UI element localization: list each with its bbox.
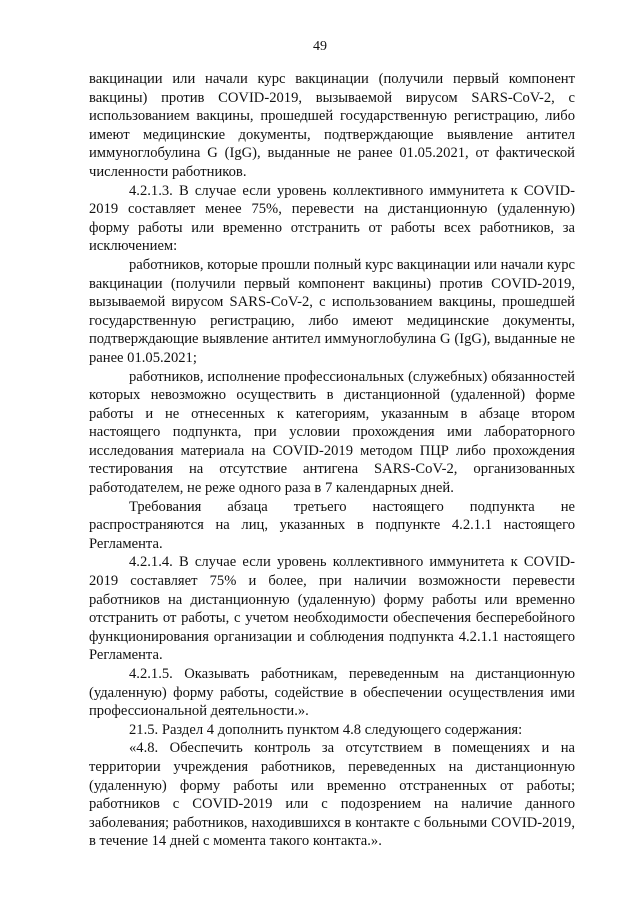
paragraph-requirements-note: Требования абзаца третьего настоящего подпункта не распространяются на лиц, указанных в подпункте 4.2.1.1 настоящего Регламента. [89, 498, 575, 552]
document-body [89, 70, 575, 851]
page-number: 49 [313, 39, 327, 54]
paragraph-exception-onsite-workers: работников, исполнение профессиональных (служебных) обязанностей которых невозможно осуществить в дистанционной (удаленной) форме работы и не отнесенных к категориям, указанным в абзаце втором настоящего подпункта, при условии прохождения ими лабораторного исследования материала на COVID-2019 методом ПЦР либо прохождения тестирования на отсутствие антигена SARS-CoV-2, организованных работодателем, не реже одного раза в 7 календарных дней. [89, 368, 575, 497]
paragraph-21-5: 21.5. Раздел 4 дополнить пунктом 4.8 следующего содержания: [129, 721, 523, 738]
paragraph-4-2-1-4: 4.2.1.4. В случае если уровень коллективного иммунитета к COVID-2019 составляет 75% и более, при наличии возможности перевести работников на дистанционную (удаленную) форму работы или временно отстранить от работы, с учетом необходимости обеспечения бесперебойного функционирования организации и соблюдения подпункта 4.2.1.1 настоящего Регламента. [89, 554, 575, 664]
paragraph-4-2-1-5: 4.2.1.5. Оказывать работникам, переведенным на дистанционную (удаленную) форму работы, содействие в обеспечении осуществления ими профессиональной деятельности.». [89, 666, 575, 720]
paragraph-4-8: «4.8. Обеспечить контроль за отсутствием в помещениях и на территории учреждения работников, переведенных на дистанционную (удаленную) форму работы или временно отстраненных от работы; работников с COVID-2019 или с подозрением на наличие данного заболевания; работников, находившихся в контакте с больными COVID-2019, в течение 14 дней с момента такого контакта.». [89, 740, 575, 850]
paragraph-exception-vaccinated: работников, которые прошли полный курс вакцинации или начали курс вакцинации (получили первый компонент вакцины) против COVID-2019, вызываемой вирусом SARS-CoV-2, с использованием вакцины, прошедшей государственную регистрацию, либо имеют медицинские документы, подтверждающие выявление антител иммуноглобулина G (IgG), выданные не ранее 01.05.2021; [89, 256, 575, 366]
paragraph-continuation: вакцинации или начали курс вакцинации (получили первый компонент вакцины) против COVID-2019, вызываемой вирусом SARS-CoV-2, с использованием вакцины, прошедшей государственную регистрацию, либо имеют медицинские документы, подтверждающие выявление антител иммуноглобулина G (IgG), выданные не ранее 01.05.2021, от фактической численности работников. [89, 71, 575, 180]
paragraph-4-2-1-3: 4.2.1.3. В случае если уровень коллективного иммунитета к COVID-2019 составляет менее 75%, перевести на дистанционную (удаленную) форму работы или временно отстранить от работы всех работников, за исключением: [89, 182, 575, 255]
